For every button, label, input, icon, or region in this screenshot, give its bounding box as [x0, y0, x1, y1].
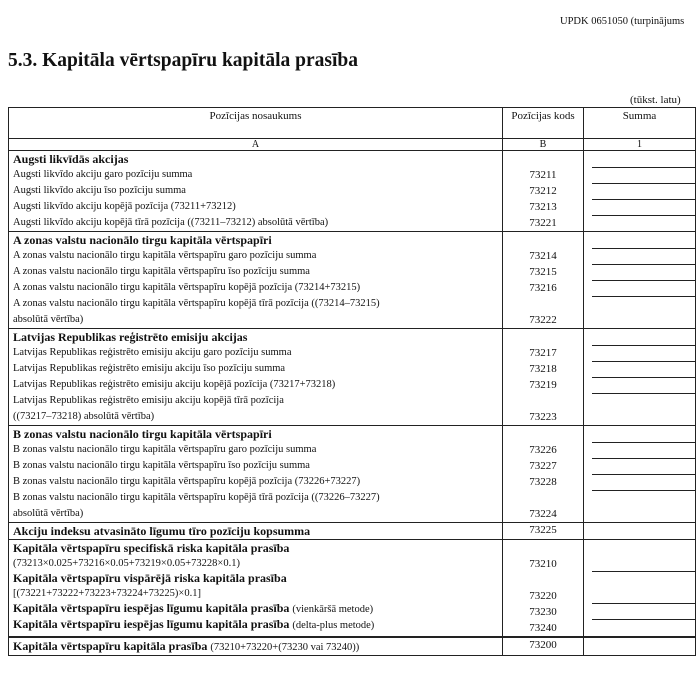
row-label: ((73217–73218) absolūtā vērtība) [13, 411, 155, 422]
section-zone-a [9, 232, 696, 329]
sum-input[interactable] [592, 442, 695, 458]
specific-risk-formula: (73213×0.025+73216×0.05+73219×0.05+73228×0.1) [13, 558, 240, 569]
col-sum-header: Summa [584, 108, 696, 139]
sum-input[interactable] [592, 603, 695, 619]
sum-input[interactable] [592, 264, 695, 280]
index-derivatives-row [9, 523, 696, 540]
sum-input[interactable] [592, 377, 695, 393]
col-label-1: 1 [584, 139, 696, 151]
options-simple-label: Kapitāla vērtspapīru iespējas līgumu kapitāla prasība [13, 601, 290, 615]
row-code: 73216 [529, 282, 557, 294]
row-code: 73221 [529, 217, 557, 229]
row-label: absolūtā vērtība) [13, 508, 84, 519]
row-label: A zonas valstu nacionālo tirgu kapitāla vērtspapīru garo pozīciju summa [13, 250, 317, 261]
row-label: Latvijas Republikas reģistrēto emisiju akciju īso pozīciju summa [13, 363, 286, 374]
row-code: 73228 [529, 476, 557, 488]
sum-input[interactable] [592, 199, 695, 215]
section-title: B zonas valstu nacionālo tirgu kapitāla vērtspapīri [13, 427, 272, 441]
sum-input[interactable] [584, 523, 696, 540]
sum-input[interactable] [592, 474, 695, 490]
row-code: 73223 [529, 411, 557, 423]
col-code-header: Pozīcijas kods [503, 108, 584, 139]
row-label: Augsti likvīdo akciju garo pozīciju summa [13, 169, 193, 180]
row-code: 73210 [529, 558, 557, 570]
column-letter-row [9, 139, 696, 151]
sum-input[interactable] [592, 571, 695, 603]
row-label: Augsti likvīdo akciju kopējā pozīcija (73211+73212) [13, 201, 236, 212]
sum-input[interactable] [592, 167, 695, 183]
row-code: 73218 [529, 363, 557, 375]
sum-input[interactable] [592, 280, 695, 296]
row-label: Akciju indeksu atvasināto līgumu tīro pozīciju kopsumma [9, 523, 503, 540]
row-code: 73224 [529, 508, 557, 520]
section-title: A zonas valstu nacionālo tirgu kapitāla vērtspapīri [13, 233, 272, 247]
sum-input[interactable] [592, 296, 695, 328]
total-note: (73210+73220+(73230 vai 73240)) [210, 642, 360, 653]
col-label-a: A [9, 139, 503, 151]
sum-input[interactable] [592, 490, 695, 522]
row-label: B zonas valstu nacionālo tirgu kapitāla vērtspapīru īso pozīciju summa [13, 460, 310, 471]
options-simple-note: (vienkāršā metode) [292, 604, 374, 615]
total-row [9, 637, 696, 656]
row-label: Augsti likvīdo akciju kopējā tīrā pozīcija ((73211–73212) absolūtā vērtība) [13, 217, 329, 228]
row-label: B zonas valstu nacionālo tirgu kapitāla vērtspapīru garo pozīciju summa [13, 444, 317, 455]
row-code: 73211 [529, 169, 557, 181]
form-code: UPDK 0651050 (turpinājums [560, 16, 685, 27]
row-label: Augsti likvīdo akciju īso pozīciju summa [13, 185, 186, 196]
row-label: A zonas valstu nacionālo tirgu kapitāla vērtspapīru īso pozīciju summa [13, 266, 310, 277]
sum-input[interactable] [592, 345, 695, 361]
sum-input[interactable] [592, 619, 695, 635]
row-code: 73200 [503, 637, 584, 656]
col-name-header: Pozīcijas nosaukums [9, 108, 503, 139]
general-risk-formula: [(73221+73222+73223+73224+73225)×0.1] [13, 588, 201, 599]
row-code: 73225 [503, 523, 584, 540]
row-label: B zonas valstu nacionālo tirgu kapitāla vērtspapīru kopējā pozīcija (73226+73227) [13, 476, 361, 487]
sum-input[interactable] [592, 215, 695, 231]
options-delta-label: Kapitāla vērtspapīru iespējas līgumu kapitāla prasība [13, 617, 290, 631]
row-code: 73212 [529, 185, 557, 197]
section-high-liquidity [9, 151, 696, 232]
row-code: 73214 [529, 250, 557, 262]
row-label: B zonas valstu nacionālo tirgu kapitāla vērtspapīru kopējā tīrā pozīcija ((73226–73227) [13, 492, 380, 503]
row-code: 73215 [529, 266, 557, 278]
row-code: 73220 [529, 590, 557, 602]
section-title: Latvijas Republikas reģistrēto emisiju akcijas [13, 330, 248, 344]
section-latvia [9, 329, 696, 426]
row-code: 73230 [529, 606, 557, 618]
row-code: 73222 [529, 314, 557, 326]
general-risk-label: Kapitāla vērtspapīru vispārējā riska kapitāla prasība [13, 571, 287, 585]
capital-requirement-table [8, 107, 696, 656]
sum-input[interactable] [592, 393, 695, 425]
row-label: Latvijas Republikas reģistrēto emisiju akciju kopējā pozīcija (73217+73218) [13, 379, 336, 390]
row-label: Latvijas Republikas reģistrēto emisiju akciju kopējā tīrā pozīcija [13, 395, 284, 406]
row-code: 73227 [529, 460, 557, 472]
total-label: Kapitāla vērtspapīru kapitāla prasība [13, 639, 208, 653]
requirements-block [9, 540, 696, 638]
sum-input[interactable] [584, 540, 695, 571]
page-title: 5.3. Kapitāla vērtspapīru kapitāla prasība [8, 50, 358, 71]
row-label: A zonas valstu nacionālo tirgu kapitāla vērtspapīru kopējā pozīcija (73214+73215) [13, 282, 361, 293]
row-label: A zonas valstu nacionālo tirgu kapitāla vērtspapīru kopējā tīrā pozīcija ((73214–73215) [13, 298, 380, 309]
section-title: Augsti likvīdās akcijas [13, 152, 129, 166]
col-label-b: B [503, 139, 584, 151]
row-label: absolūtā vērtība) [13, 314, 84, 325]
row-code: 73217 [529, 347, 557, 359]
sum-input[interactable] [592, 361, 695, 377]
sum-input[interactable] [592, 248, 695, 264]
unit-label: (tūkst. latu) [630, 94, 681, 106]
row-label: Latvijas Republikas reģistrēto emisiju akciju garo pozīciju summa [13, 347, 292, 358]
row-code: 73240 [529, 622, 557, 634]
specific-risk-label: Kapitāla vērtspapīru specifiskā riska kapitāla prasība [13, 541, 290, 555]
section-zone-b [9, 426, 696, 523]
sum-input[interactable] [592, 183, 695, 199]
options-delta-note: (delta-plus metode) [292, 620, 375, 631]
row-code: 73219 [529, 379, 557, 391]
sum-input[interactable] [584, 637, 696, 656]
row-code: 73226 [529, 444, 557, 456]
table-header-row [9, 108, 696, 139]
row-code: 73213 [529, 201, 557, 213]
sum-input[interactable] [592, 458, 695, 474]
